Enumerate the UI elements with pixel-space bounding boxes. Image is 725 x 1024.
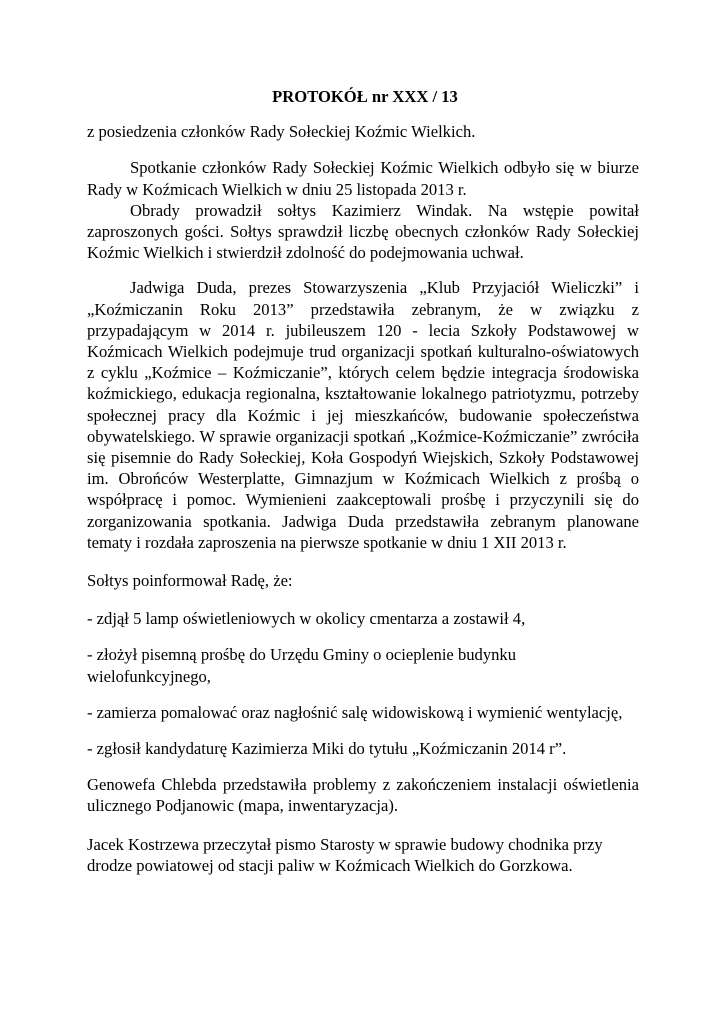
list-item: - zamierza pomalować oraz nagłośnić salę widowiskową i wymienić wentylację, [87, 702, 623, 722]
list-item: - złożył pisemną prośbę do Urzędu Gminy o ocieplenie budynku wielofunkcyjnego, [87, 645, 517, 686]
list-item: - zdjął 5 lamp oświetleniowych w okolicy cmentarza a zostawił 4, [87, 609, 526, 629]
document-page [87, 86, 639, 876]
paragraph-jadwiga-duda: Jadwiga Duda, prezes Stowarzyszenia „Klub Przyjaciół Wieliczki” i „Koźmiczanin Roku 2013” przedstawiła zebranym, że w związku z przypadającym w 2014 r. jubileuszem 120 - lecia Szkoły Podstawowej w Koźmicach Wielkich podejmuje trud organizacji spotkań kulturalno-oświatowych z cyklu „Koźmice – Koźmiczanie”, których celem będzie integracja środowiska koźmickiego, edukacja regionalna, kształtowanie lokalnego patriotyzmu, potrzeby społecznej pracy dla Koźmic i jej mieszkańców, budowanie społeczeństwa obywatelskiego. W sprawie organizacji spotkań „Koźmice-Koźmiczanie” zwróciła się pisemnie do Rady Sołeckiej, Koła Gospodyń Wiejskich, Szkoły Podstawowej im. Obrońców Westerplatte, Gimnazjum w Koźmicach Wielkich z prośbą o współpracę i pomoc. Wymienieni zaakceptowali prośbę i przyczynili się do zorganizowania spotkania. Jadwiga Duda przedstawiła zebranym planowane tematy i rozdała zaproszenia na pierwsze spotkanie w dniu 1 XII 2013 r. [87, 278, 639, 552]
paragraph-jacek-kostrzewa: Jacek Kostrzewa przeczytał pismo Starosty w sprawie budowy chodnika przy drodze powiatowej od stacji paliw w Koźmicach Wielkich do Gorzkowa. [87, 834, 603, 875]
paragraph-meeting-place: Spotkanie członków Rady Sołeckiej Koźmic Wielkich odbyło się w biurze Rady w Koźmicach Wielkich w dniu 25 listopada 2013 r. [87, 158, 639, 199]
paragraph-genowefa-chlebda: Genowefa Chlebda przedstawiła problemy z zakończeniem instalacji oświetlenia ulicznego Podjanowic (mapa, inwentaryzacja). [87, 775, 639, 816]
document-title: PROTOKÓŁ nr XXX / 13 [272, 87, 458, 106]
paragraph-proceedings: Obrady prowadził sołtys Kazimierz Windak. Na wstępie powitał zaproszonych gości. Sołtys sprawdził liczbę obecnych członków Rady Sołeckiej Koźmic Wielkich i stwierdził zdolność do podejmowania uchwał. [87, 200, 639, 263]
document-subtitle: z posiedzenia członków Rady Sołeckiej Koźmic Wielkich. [87, 122, 476, 142]
soltys-intro: Sołtys poinformował Radę, że: [87, 571, 293, 591]
list-item: - zgłosił kandydaturę Kazimierza Miki do tytułu „Koźmiczanin 2014 r”. [87, 739, 567, 759]
